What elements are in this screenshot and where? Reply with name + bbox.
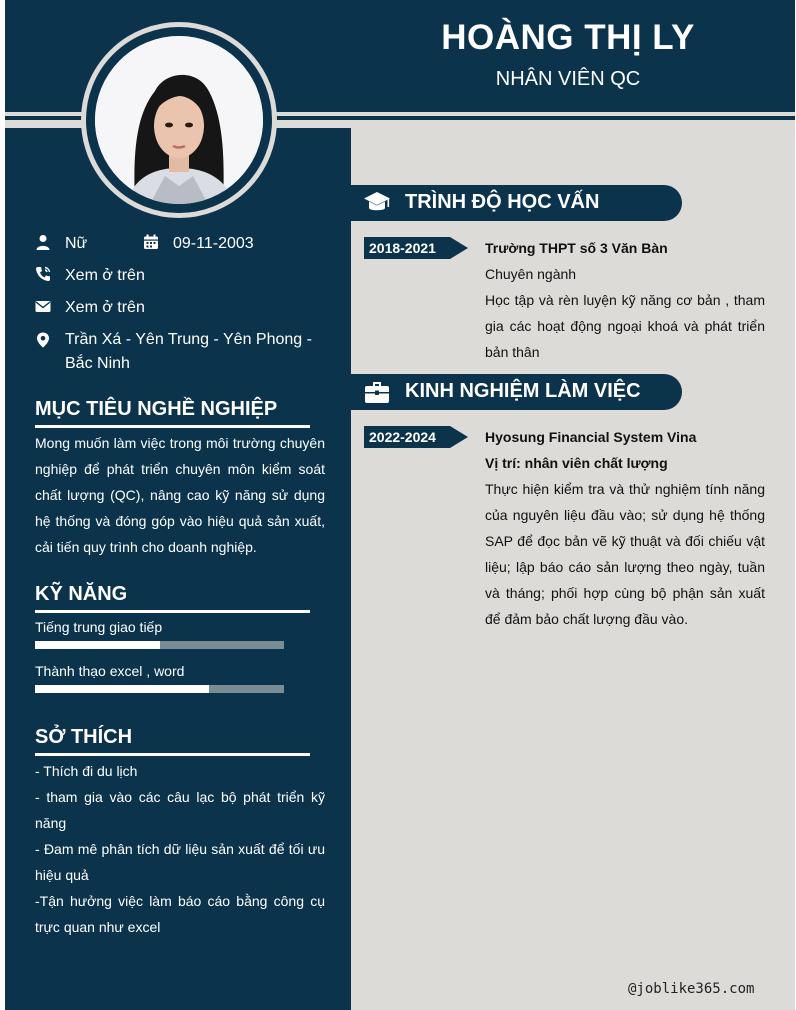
skill-bar-fill [35, 685, 209, 693]
hobby-item: - tham gia vào các câu lạc bộ phát triển kỹ năng [35, 789, 325, 831]
education-heading: TRÌNH ĐỘ HỌC VẤN [405, 191, 600, 213]
position-title: Vị trí: nhân viên chất lượng [485, 455, 668, 471]
education-entry [485, 235, 765, 365]
phone-row [35, 264, 325, 288]
experience-heading: KINH NGHIỆM LÀM VIỆC [405, 380, 641, 402]
experience-banner [351, 374, 682, 410]
hobby-item: - Thích đi du lịch [35, 763, 138, 779]
birthdate-value: 09-11-2003 [173, 235, 254, 252]
gender-row [35, 232, 155, 256]
experience-description: Thực hiện kiểm tra và thử nghiệm tính năng của nguyên liệu đầu vào; sử dụng hệ thống SAP để đọc bản vẽ kỹ thuật và đối chiếu vật liệu; lập báo cáo sản lượng theo ngày, tuần và tháng; phối hợp cùng bộ phận sản xuất để đảm bảo chất lượng đầu vào. [485, 481, 765, 627]
phone-value: Xem ở trên [65, 267, 145, 284]
skills-divider [35, 610, 310, 613]
education-major: Chuyên ngành [485, 266, 577, 282]
skill-label: Tiếng trung giao tiếp [35, 619, 163, 635]
skills-heading: KỸ NĂNG [35, 583, 128, 605]
email-row [35, 296, 325, 320]
education-period: 2018-2021 [369, 240, 436, 256]
envelope-icon [35, 298, 53, 316]
email-value: Xem ở trên [65, 299, 145, 316]
objective-heading: MỤC TIÊU NGHỀ NGHIỆP [35, 398, 278, 420]
portrait-image [95, 36, 263, 204]
skill-bar-fill [35, 641, 160, 649]
education-banner [351, 185, 682, 221]
profile-photo [95, 36, 263, 204]
address-value: Trần Xá - Yên Trung - Yên Phong - Bắc Ninh [65, 331, 312, 372]
skill-bar [35, 685, 284, 693]
objective-text: Mong muốn làm việc trong môi trường chuyên nghiệp để phát triển chuyên môn kiểm soát chất lượng (QC), nâng cao kỹ năng sử dụng hệ thống và đóng góp vào hiệu quả sản xuất, cải tiến quy trình cho doanh nghiệp. [35, 435, 325, 555]
job-title: NHÂN VIÊN QC [495, 68, 641, 90]
phone-icon [35, 266, 53, 284]
experience-period-tag [364, 426, 468, 448]
address-row [35, 328, 335, 376]
hobby-item: -Tận hưởng việc làm báo cáo bằng công cụ trực quan như excel [35, 893, 325, 935]
location-pin-icon [35, 332, 53, 350]
profile-photo-frame [81, 22, 277, 218]
gender-value: Nữ [65, 235, 88, 252]
hobby-item: - Đam mê phân tích dữ liệu sản xuất để tối ưu hiệu quả [35, 841, 325, 883]
graduation-cap-icon [363, 190, 391, 216]
user-icon [35, 234, 53, 252]
company-name: Hyosung Financial System Vina [485, 429, 697, 445]
experience-period: 2022-2024 [369, 429, 436, 445]
education-period-tag [364, 237, 468, 259]
hobbies-divider [35, 753, 310, 756]
skill-bar [35, 641, 284, 649]
cv-page [5, 0, 795, 1010]
candidate-name: HOÀNG THỊ LY [441, 18, 695, 57]
briefcase-icon [363, 379, 391, 405]
footer-watermark: @joblike365.com [628, 981, 755, 997]
experience-entry [485, 424, 765, 632]
objective-divider [35, 425, 310, 428]
school-name: Trường THPT số 3 Văn Bàn [485, 240, 668, 256]
calendar-icon [143, 234, 161, 252]
education-description: Học tập và rèn luyện kỹ năng cơ bản , tham gia các hoạt động ngoại khoá và phát triển bản thân [485, 292, 765, 360]
skill-label: Thành thạo excel , word [35, 663, 185, 679]
birthdate-row [143, 232, 323, 256]
hobbies-heading: SỞ THÍCH [35, 726, 133, 748]
